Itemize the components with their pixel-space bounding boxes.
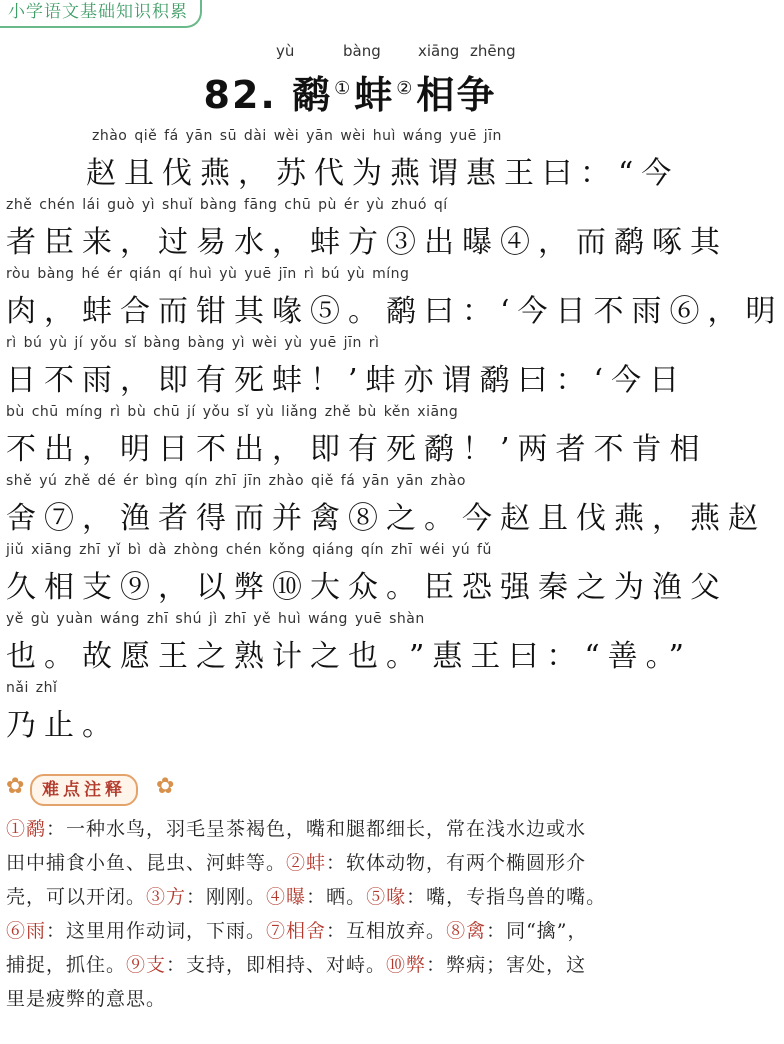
note-line — [6, 812, 706, 846]
note-term: ①鹬 — [6, 818, 47, 840]
note-term: ⑤喙 — [366, 886, 407, 908]
note-definition: ：嘴，专指鸟兽的嘴。 — [406, 886, 607, 908]
passage-line — [6, 197, 766, 266]
note-line — [6, 948, 706, 982]
passage-line — [6, 473, 766, 542]
passage-line — [6, 128, 766, 197]
note-term: ⑩弊 — [386, 954, 427, 976]
title-pinyin-3: xiāng — [418, 42, 460, 60]
note-definition: 壳，可以开闭。 — [6, 886, 147, 908]
note-definition: ：刚刚。 — [186, 886, 267, 908]
text-row: 者臣来，过易水，蚌方③出曝④，而鹬啄其 — [6, 225, 728, 260]
passage-line — [6, 680, 766, 749]
pinyin-row: shě yú zhě dé ér bìng qín zhī jīn zhào qiě fá yān yān zhào — [6, 473, 466, 489]
note-definition: ：弊病；害处，这 — [426, 954, 587, 976]
note-definition: ：互相放弃。 — [326, 920, 447, 942]
note-line — [6, 846, 706, 880]
note-term: ⑧禽 — [446, 920, 487, 942]
passage-line — [6, 611, 766, 680]
right-swirl-ornament-icon: ✿ — [156, 774, 175, 799]
pinyin-row: zhào qiě fá yān sū dài wèi yān wèi huì wáng yuē jīn — [92, 128, 502, 144]
note-definition: ：软体动物，有两个椭圆形介 — [326, 852, 587, 874]
pinyin-row: zhě chén lái guò yì shuǐ bàng fāng chū pù ér yù zhuó qí — [6, 197, 448, 213]
notes-heading — [6, 768, 186, 808]
text-row: 乃止。 — [6, 708, 120, 743]
note-definition: 捕捉，抓住。 — [6, 954, 127, 976]
notes-heading-chip: 难点注释 — [30, 774, 138, 806]
passage-line — [6, 266, 784, 335]
pinyin-row: yě gù yuàn wáng zhī shú jì zhī yě huì wáng yuē shàn — [6, 611, 425, 627]
series-header-tab: 小学语文基础知识积累 — [0, 0, 202, 28]
note-term: ⑦相舍 — [266, 920, 327, 942]
pinyin-row: nǎi zhǐ — [6, 680, 58, 696]
note-definition: ：一种水鸟，羽毛呈茶褐色，嘴和腿都细长，常在浅水边或水 — [46, 818, 587, 840]
text-row: 不出，明日不出，即有死鹬！’两者不肯相 — [6, 432, 708, 467]
note-line — [6, 914, 706, 948]
passage-line — [6, 542, 766, 611]
note-definition: ：晒。 — [306, 886, 367, 908]
pinyin-row: jiǔ xiāng zhī yǐ bì dà zhòng chén kǒng qiáng qín zhī wéi yú fǔ — [6, 542, 492, 558]
title-pinyin-row — [0, 42, 700, 62]
title-pinyin-1: yù — [276, 42, 295, 60]
title-mark-1: ① — [334, 78, 353, 99]
title-char-2: 蚌 — [354, 73, 395, 117]
passage-line — [6, 404, 766, 473]
note-term: ④曝 — [266, 886, 307, 908]
text-row: 赵且伐燕，苏代为燕谓惠王曰：“今 — [86, 156, 680, 191]
note-definition: ：支持，即相持、对峙。 — [166, 954, 387, 976]
passage-line — [6, 335, 766, 404]
annotation-notes — [6, 812, 706, 1016]
text-row: 久相支⑨，以弊⑩大众。臣恐强秦之为渔父 — [6, 570, 728, 605]
note-term: ②蚌 — [286, 852, 327, 874]
pinyin-row: bù chū míng rì bù chū jí yǒu sǐ yù liǎng zhě bù kěn xiāng — [6, 404, 459, 420]
title-mark-2: ② — [396, 78, 415, 99]
title-char-3: 相 — [416, 73, 457, 117]
note-definition: 田中捕食小鱼、昆虫、河蚌等。 — [6, 852, 287, 874]
lesson-title — [0, 42, 700, 119]
title-text — [0, 64, 700, 119]
note-term: ③方 — [146, 886, 187, 908]
note-line — [6, 982, 706, 1016]
title-pinyin-2: bàng — [343, 42, 381, 60]
note-term: ⑨支 — [126, 954, 167, 976]
text-row: 舍⑦，渔者得而并禽⑧之。今赵且伐燕，燕赵 — [6, 501, 766, 536]
title-number: 82. — [203, 73, 277, 117]
pinyin-row: ròu bàng hé ér qián qí huì yù yuē jīn rì bú yù míng — [6, 266, 410, 282]
title-char-4: 争 — [456, 73, 497, 117]
note-definition: 里是疲弊的意思。 — [6, 988, 167, 1010]
note-definition: ：同“擒”， — [486, 920, 588, 942]
title-pinyin-4: zhēng — [470, 42, 516, 60]
passage — [6, 128, 784, 749]
title-char-1: 鹬 — [292, 73, 333, 117]
text-row: 日不雨，即有死蚌！’蚌亦谓鹬曰：‘今日 — [6, 363, 688, 398]
note-term: ⑥雨 — [6, 920, 47, 942]
left-swirl-ornament-icon: ✿ — [6, 774, 25, 799]
pinyin-row: rì bú yù jí yǒu sǐ bàng bàng yì wèi yù yuē jīn rì — [6, 335, 380, 351]
note-line — [6, 880, 706, 914]
text-row: 也。故愿王之熟计之也。”惠王曰：“善。” — [6, 639, 693, 674]
note-definition: ：这里用作动词，下雨。 — [46, 920, 267, 942]
text-row: 肉，蚌合而钳其喙⑤。鹬曰：‘今日不雨⑥，明 — [6, 294, 784, 329]
